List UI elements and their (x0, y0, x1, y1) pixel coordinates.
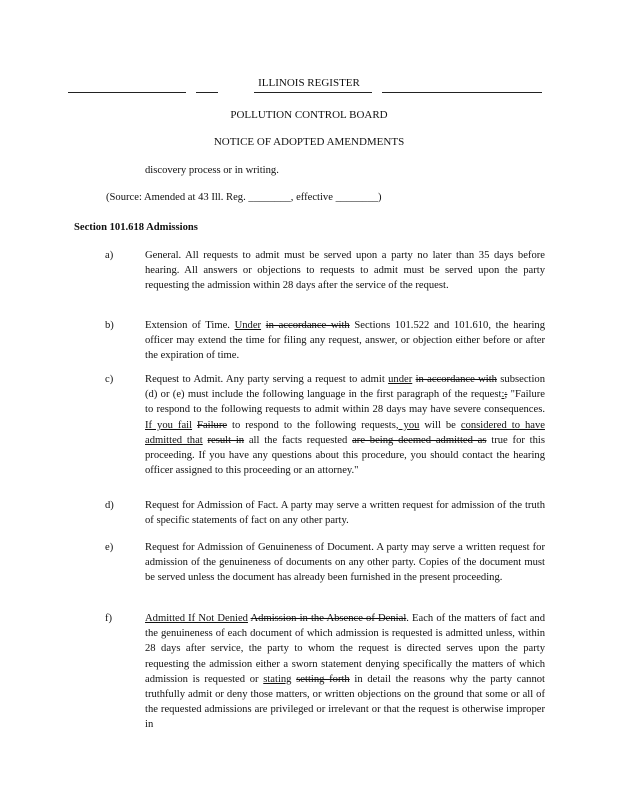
text-run: . Each of the matters of fact and the genuineness of each document of which admission is requested is admitted unless, within 28 days after service, the party to whom the request is directed serves upon the party requesting the admission either a sworn statement denying specifically the matters of which admission is requested or (145, 613, 545, 685)
text-run: "Failure to respond to the following requests to admit within 28 days may have severe consequences. (145, 389, 545, 416)
subsection-a (75, 248, 545, 294)
text-run: subsection (d) or (e) must include the following language in the first paragraph of the request (145, 374, 546, 401)
deleted-text: in accordance with (265, 320, 350, 331)
inserted-text: under (388, 374, 413, 385)
subsection-a-label: a) (105, 250, 114, 261)
deleted-text: are being deemed admitted as (352, 434, 487, 446)
subsection-b (75, 318, 545, 364)
subsection-c-label: c) (105, 374, 114, 385)
deleted-text: Admission in the Absence of Denial (250, 613, 407, 624)
header-rule-center (254, 92, 372, 93)
inserted-text: Under (234, 320, 262, 331)
text-run: will be (419, 419, 461, 431)
inserted-text: If you fail (145, 419, 193, 431)
inserted-text: Admitted If Not Denied (145, 613, 248, 624)
header-rule-right (382, 92, 542, 93)
deleted-text: setting forth (296, 673, 350, 685)
deleted-text: result in (207, 434, 245, 446)
subsection-b-text (145, 318, 545, 364)
subsection-d (75, 498, 545, 528)
subsection-e-label: e) (105, 542, 114, 553)
subsection-c (75, 372, 545, 478)
header-rule-left-dash (196, 92, 218, 93)
inserted-text: stating (263, 673, 292, 685)
notice-title: NOTICE OF ADOPTED AMENDMENTS (213, 136, 405, 148)
text-run: Request to Admit. Any party serving a request to admit (145, 374, 389, 385)
subsection-f-text (145, 611, 545, 733)
deleted-text: Failure (197, 419, 228, 431)
inserted-text: : (501, 389, 505, 401)
inserted-text: , you (395, 419, 420, 431)
source-note: (Source: Amended at 43 Ill. Reg. ________, effective ________) (106, 192, 382, 203)
text-run: all the facts requested (244, 434, 353, 446)
deleted-text: in accordance with (415, 374, 497, 385)
deleted-text: ; (504, 389, 508, 401)
text-run: true for this proceeding. If you have any questions about this procedure, you should contact the hearing officer assigned to this proceeding or an attorney." (145, 434, 545, 477)
subsection-f-label: f) (105, 613, 113, 624)
subsection-f (75, 611, 545, 733)
text-run: Extension of Time. (145, 320, 235, 331)
subsection-b-label: b) (105, 320, 114, 331)
section-heading: Section 101.618 Admissions (74, 222, 198, 233)
subsection-e (75, 540, 545, 586)
header-rule-left (68, 92, 186, 93)
board-title: POLLUTION CONTROL BOARD (230, 109, 388, 121)
continuation-text: discovery process or in writing. (145, 165, 279, 176)
subsection-c-text (145, 372, 545, 478)
inserted-text: considered to have admitted that (145, 419, 545, 446)
text-run: to respond to the following requests (227, 419, 396, 431)
subsection-d-label: d) (105, 500, 114, 511)
subsection-d-text: Request for Admission of Fact. A party may serve a written request for admission of the truth of specific statements of fact on any other party. (145, 500, 545, 527)
subsection-a-text: General. All requests to admit must be served upon a party no later than 35 days before hearing. All answers or objections to requests to admit must be served upon the party requesting the admission within 28 days after the service of the request. (145, 250, 545, 292)
register-title: ILLINOIS REGISTER (258, 77, 360, 89)
subsection-e-text: Request for Admission of Genuineness of Document. A party may serve a written request for admission of the genuineness of documents on any other party. Copies of the document must be served unless the document has already been furnished in the present proceeding. (145, 542, 545, 584)
text-run: in detail the reasons why the party cannot truthfully admit or deny those matters, or written objections on the ground that some or all of the requested admissions are privileged or irrelevant or that the request is otherwise improper in (145, 673, 545, 731)
text-run: Sections 101.522 and 101.610, the hearing officer may extend the time for filing any request, answer, or objection either before or after the expiration of time. (145, 320, 545, 362)
